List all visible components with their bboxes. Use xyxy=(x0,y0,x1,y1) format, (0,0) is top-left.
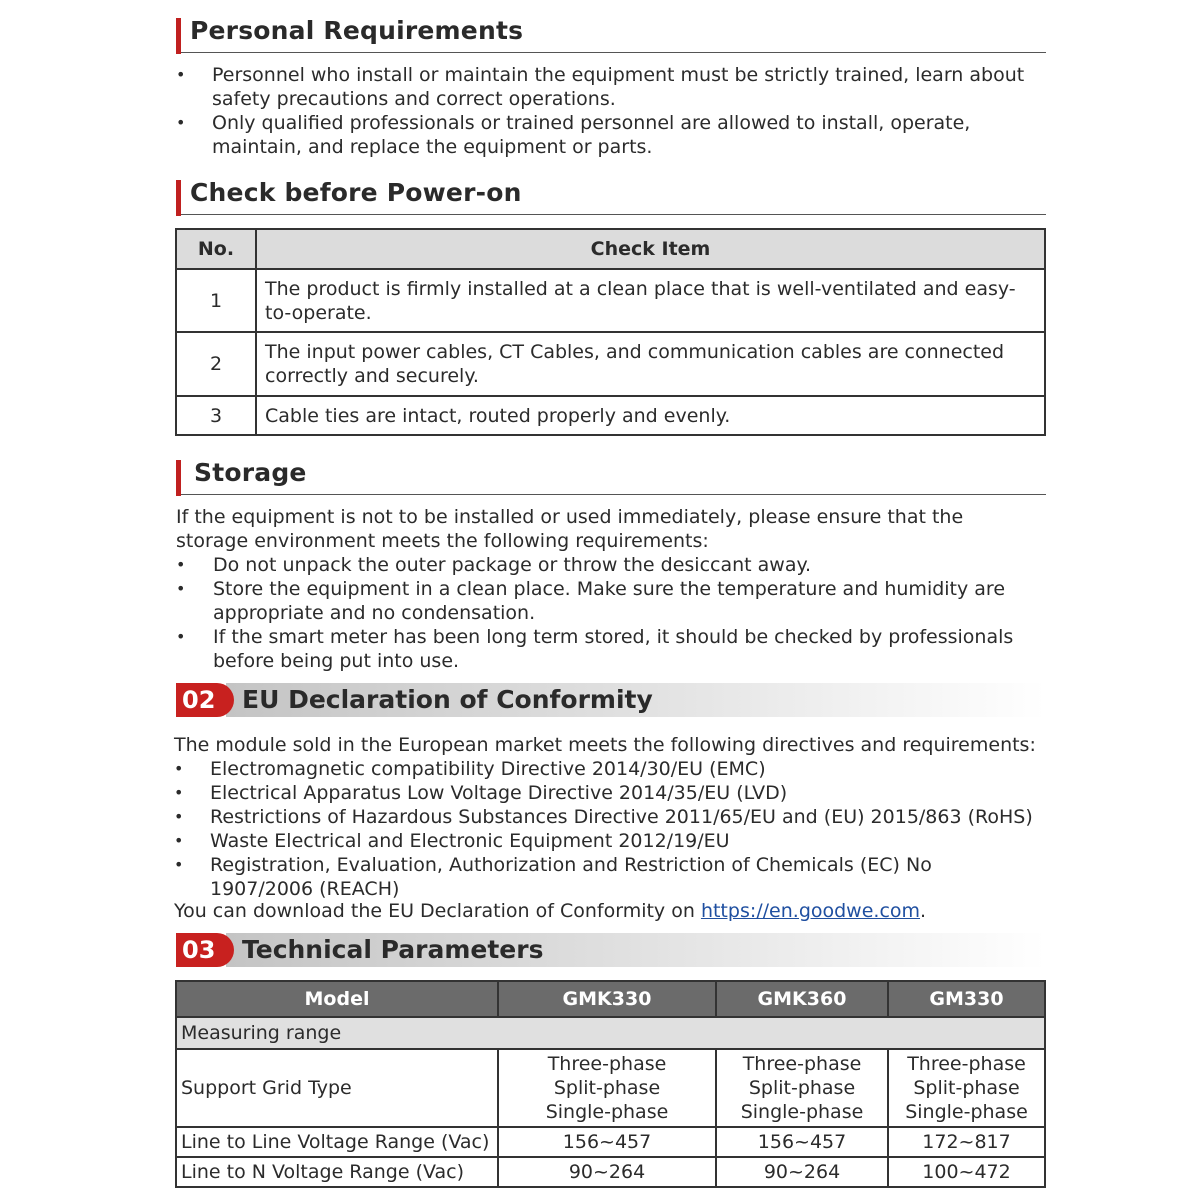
list-item: • Waste Electrical and Electronic Equipment 2012/19/EU xyxy=(174,829,1034,853)
grid-type: Split-phase xyxy=(553,1077,661,1099)
list-item: • Store the equipment in a clean place. Make sure the temperature and humidity are appropriate and no condensation. xyxy=(176,577,1036,625)
grid-type: Split-phase xyxy=(748,1077,856,1099)
heading-accent-bar xyxy=(176,460,181,496)
table-row xyxy=(176,269,1045,332)
section-heading-storage xyxy=(176,458,1046,495)
grid-type: Three-phase xyxy=(907,1053,1026,1075)
section-heading-check-before-power-on xyxy=(176,178,1046,215)
section-title: Personal Requirements xyxy=(190,16,524,45)
section-number-badge: 03 xyxy=(176,933,234,967)
list-item: • Electromagnetic compatibility Directive 2014/30/EU (EMC) xyxy=(174,757,1034,781)
list-item: • Only qualified professionals or trained personnel are allowed to install, operate, maintain, and replace the equipment or parts. xyxy=(176,111,1056,159)
table-row xyxy=(176,1127,1045,1157)
grid-type: Three-phase xyxy=(547,1053,667,1075)
grid-type-cell xyxy=(716,1049,888,1127)
check-table xyxy=(175,228,1046,436)
grid-type: Single-phase xyxy=(545,1101,669,1123)
list-item: • Restrictions of Hazardous Substances Directive 2011/65/EU and (EU) 2015/863 (RoHS) xyxy=(174,805,1034,829)
value-cell: 156~457 xyxy=(498,1127,716,1157)
heading-accent-bar xyxy=(176,180,181,216)
grid-type: Three-phase xyxy=(742,1053,862,1075)
table-group-row xyxy=(176,1017,1045,1049)
list-item: • Registration, Evaluation, Authorization and Restriction of Chemicals (EC) No 1907/2006 (REACH) xyxy=(174,853,1034,901)
value-cell: 156~457 xyxy=(716,1127,888,1157)
value-cell: 172~817 xyxy=(888,1127,1045,1157)
row-item: The input power cables, CT Cables, and communication cables are connected correctly and securely. xyxy=(256,332,1045,396)
grid-type: Single-phase xyxy=(905,1101,1028,1123)
row-label: Line to Line Voltage Range (Vac) xyxy=(176,1127,498,1157)
row-number: 1 xyxy=(176,269,256,332)
value-cell: 100~472 xyxy=(888,1157,1045,1187)
table-header-row xyxy=(176,981,1045,1017)
heading-accent-bar xyxy=(176,18,181,54)
eu-intro: The module sold in the European market meets the following directives and requirements: xyxy=(174,734,1036,756)
list-item: • If the smart meter has been long term stored, it should be checked by professionals before being put into use. xyxy=(176,625,1036,673)
section-title: Technical Parameters xyxy=(242,935,544,964)
column-header-gmk330: GMK330 xyxy=(498,981,716,1017)
row-item: Cable ties are intact, routed properly and evenly. xyxy=(256,396,1045,435)
table-row xyxy=(176,1157,1045,1187)
grid-type-cell xyxy=(888,1049,1045,1127)
storage-intro: If the equipment is not to be installed or used immediately, please ensure that the storage environment meets the following requirements: xyxy=(176,506,964,552)
download-period: . xyxy=(920,900,927,922)
list-item: • Personnel who install or maintain the equipment must be strictly trained, learn about safety precautions and correct operations. xyxy=(176,63,1056,111)
value-cell: 90~264 xyxy=(716,1157,888,1187)
personal-requirements-list xyxy=(176,63,1056,159)
column-header-model: Model xyxy=(176,981,498,1017)
grid-type: Single-phase xyxy=(740,1101,864,1123)
column-header-no: No. xyxy=(176,229,256,269)
storage-requirements-list xyxy=(176,553,1036,673)
column-header-gmk360: GMK360 xyxy=(716,981,888,1017)
list-item: • Do not unpack the outer package or throw the desiccant away. xyxy=(176,553,1036,577)
table-row xyxy=(176,1049,1045,1127)
section-heading-personal-requirements xyxy=(176,16,1046,53)
section-title: Storage xyxy=(194,458,307,487)
column-header-check-item: Check Item xyxy=(256,229,1045,269)
grid-type: Split-phase xyxy=(913,1077,1020,1099)
row-item: The product is firmly installed at a clean place that is well-ventilated and easy-to-operate. xyxy=(256,269,1045,332)
value-cell: 90~264 xyxy=(498,1157,716,1187)
table-row xyxy=(176,396,1045,435)
section-heading-technical-parameters xyxy=(176,933,1046,967)
column-header-gm330: GM330 xyxy=(888,981,1045,1017)
section-title: EU Declaration of Conformity xyxy=(242,685,653,714)
technical-parameters-table xyxy=(175,980,1046,1188)
section-number-badge: 02 xyxy=(176,683,234,717)
table-row xyxy=(176,332,1045,396)
row-label: Line to N Voltage Range (Vac) xyxy=(176,1157,498,1187)
row-label: Support Grid Type xyxy=(176,1049,498,1127)
group-label: Measuring range xyxy=(176,1017,1045,1049)
download-text: You can download the EU Declaration of Conformity on xyxy=(174,900,701,922)
section-heading-eu-declaration xyxy=(176,683,1046,717)
goodwe-website-link[interactable]: https://en.goodwe.com xyxy=(700,900,921,922)
section-title: Check before Power-on xyxy=(190,178,522,207)
list-item: • Electrical Apparatus Low Voltage Directive 2014/35/EU (LVD) xyxy=(174,781,1034,805)
row-number: 2 xyxy=(176,332,256,396)
row-number: 3 xyxy=(176,396,256,435)
grid-type-cell xyxy=(498,1049,716,1127)
table-header-row xyxy=(176,229,1045,269)
eu-download-line xyxy=(174,899,1044,923)
eu-directives-list xyxy=(174,757,1034,901)
